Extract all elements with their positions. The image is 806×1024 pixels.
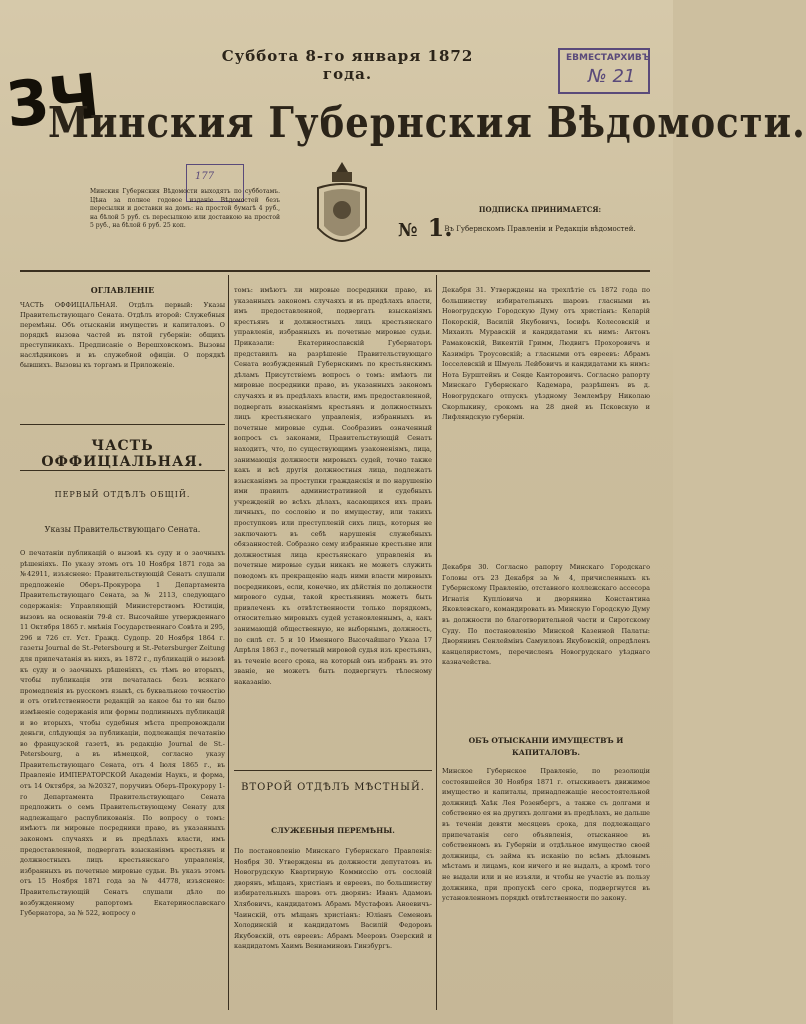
second-division-heading: ВТОРОЙ ОТДѢЛЪ МѢСТНЫЙ.	[241, 782, 425, 793]
column-divider-1	[228, 275, 229, 1010]
service-changes-heading: СЛУЖЕБНЫЯ ПЕРЕМѢНЫ.	[271, 826, 395, 835]
toc-text: ЧАСТЬ ОФФИЦІАЛЬНАЯ. Отдѣлъ первый: Указы Правительствующаго Сената. Отдѣлъ второй: Служебныя перемѣны. Объ отысканіи имуществъ и капиталовъ. О порядкѣ вызова частей въ пятой губерніи: общихъ преступникахъ. Предписаніе о Верешховскомъ. Вызовы наслѣдниковъ и въ служебной офиціи. О порядкѣ бывшихъ. Вызовы къ торгамъ и Приложеніе.	[20, 301, 225, 369]
first-division-heading: ПЕРВЫЙ ОТДѢЛЪ ОБЩІЙ.	[54, 490, 191, 499]
column-2-text: томъ: имѣютъ ли мировые посредники право, въ указанныхъ закономъ случаяхъ и въ предѣлахъ власти, имъ предоставленной, подвергать взысканіямъ крестьянъ и должностныхъ лицъ крестьянскаго управленія, избранныхъ въ почетные мировые судьи. Приказали: Екатеринославскій Губернаторъ представилъ на разрѣшеніе Правительствующаго Сената возбужденный Губернскимъ по крестьянскимъ дѣламъ Присутствіемъ вопросъ о томъ: имѣютъ ли мировые посредники право, въ указанныхъ закономъ случаяхъ и въ предѣлахъ власти, имъ предоставленной, подвергать взысканіямъ крестьянъ и должностныхъ лицъ крестьянскаго управленія, избранныхъ въ почетные мировые судьи. Сообразивъ означенный вопросъ съ законами, Правительствующій Сенатъ находитъ, что, по существующимъ узаконеніямъ, лица, занимающія должности мировыхъ судей, точно также какъ и всѣ другія должностныя лица, подлежатъ взысканіямъ за проступки гражданскія и по нарушенію ими правилъ административной и судебныхъ учрежденій во всѣхъ дѣлахъ, касающихся ихъ правъ личныхъ, по сословію и по имуществу, или такихъ проступковъ или преступленій сихъ лицъ, которыя не заключаютъ въ себѣ нарушенія служебныхъ обязанностей. Собразно сему избранные крестьяне или должностныя лица крестьянскаго управленія въ почетные мировые судьи никакъ не можетъ служить поводомъ къ прекращенію надъ ними власти мировыхъ посредниковъ, если, конечно, их дѣйствія по должности мирового судьи, такой крестьянинъ можетъ быть привлеченъ къ отвѣтственности только порядкомъ, относительно мировыхъ судей установленнымъ, а, какъ занимающій общественную, не выборнымъ, должность, по силѣ ст. 5 и 10 Именного Высочайшаго Указа 17 Апрѣля 1863 г., почетный мировой судья изъ крестьянъ, въ теченіе всего срока, на который онъ избранъ въ это званіе, не можетъ быть подвергнутъ тѣлесному наказанію.	[234, 286, 432, 686]
subscription-title: ПОДПИСКА ПРИНИМАЕТСЯ:	[478, 205, 602, 214]
ukazy-heading: Указы Правительствующаго Сената.	[44, 525, 201, 534]
part-divider	[20, 470, 225, 471]
column-2b-text: По постановленію Минскаго Губернскаго Правленія: Ноября 30. Утверждены въ должности депутатовъ въ Новогрудскую Квартирную Коммиссію отъ сословій дворянъ, мѣщанъ, христіанъ и евреевъ, по большинству избирательныхъ шаровъ отъ дворянъ: Иванъ Адамовъ Хлябовичъ, кандидатомъ Абрамъ Мустафовъ Аноевичъ-Чаинскій, отъ мѣщанъ христіанъ: Юліанъ Семеновъ Холодинскій и кандидатомъ Василій Федоровъ Якубовскій, отъ евреевъ: Абрамъ Мееровъ Озерский и кандидатомъ Хаимъ Вениаминовъ Гинзбургъ.	[234, 847, 432, 951]
second-division-top-rule	[234, 770, 432, 771]
archive-stamp	[558, 48, 650, 94]
column-1-text: О печатаніи публикацій о вызовѣ къ суду и о заочныхъ рѣшеніяхъ. По указу этомъ отъ 10 Ноября 1871 года за №42911, изъяснено: Правительствующій Сенатъ слушали предложеніе Оберъ-Прокурора 1 Департамента Правительствующаго Сената, за № 2113, следующаго содержанія: Управляющій Министерствомъ Юстиціи, вызовъ на основаніи 79-й ст. Высочайше утвержденнаго 11 Октября 1865 г. мнѣнія Государственнаго Совѣта и 295, 296 и 726 ст. Уст. Гражд. Судопр. 20 Ноября 1864 г. газеты Journal de St.-Petersbourg и St.-Petersburger Zeitung для припечатанія въ нихъ, въ 1872 г., публикацій о вызовѣ къ суду и о заочныхъ рѣшеніяхъ, съ тѣмъ во вторыхъ, чтобы публикація эти печаталась безъ всякаго промедленія въ русскомъ языкѣ, съ буквальною точностію и отъ отвѣтственности редакцій за какое бы то ни было измѣненіе содержанія или формы подлинныхъ публикацій и во вторыхъ, чтобы судебныя мѣста препровождали деньги, слѣдующія за публикаціи, подлежащія печатанію во французской газетѣ, въ редакцію Journal de St.-Petersbourg, а въ нѣмецкой, согласно указу Правительствующаго Сената, отъ 4 Іюля 1865 г., въ Правленіе ИМПЕРАТОРСКОЙ Академіи Наукъ, и форма, отъ 14 Октября, за №20327, поручивъ Оберъ-Прокурору 1-го Департамента Правительствующаго Сената предложить о семъ Правительствующему Сенату для надлежащаго распубликованія. По вопросу о томъ: имѣютъ ли мировые посредники право, въ указанныхъ закономъ случаяхъ и въ предѣлахъ власти, имъ предоставленной, подвергать взысканіямъ крестьянъ и должностныхъ лицъ крестьянскаго управленія, избранныхъ въ почетные мировые судьи. Въ указъ этомъ отъ 15 Ноября 1871 года за № 44778, изъяснено: Правительствующій Сенатъ слушали дѣло по возбужденному рапортомъ Екатеринославскаго Губернатора, за № 522, вопросу о	[20, 549, 225, 918]
issue-number-label: №	[398, 220, 418, 241]
publication-note: Минския Губернския Вѣдомости выходятъ по субботамъ. Цѣна за полное годовое изданіе Вѣдомостей безъ пересылки и доставки на домъ: на простой бумагѣ 4 руб., на бѣлой 5 руб. съ пересылкою или доставкою на простой 5 руб., на бѣлой 6 руб. 25 коп.	[90, 188, 280, 229]
archive-stamp-number: № 21	[588, 66, 636, 87]
newspaper-title: Минския Губернския Вѣдомости.	[48, 96, 806, 148]
coat-of-arms-icon	[312, 158, 372, 258]
column-3c-text: Минское Губернское Правленіе, по резолюціи состоявшейся 30 Ноября 1871 г. отыскиваетъ движимое имущество и капиталы, принадлежащіе несостоятельной должницѣ Хаѣк Лея Розенбергъ, а также съ долгами и собственно ея на другихъ долгами въ предѣлахъ, не дальше въ теченіи девяти месяцевъ срока, для подлежащаго припечатанія сего объявленія, отысканное въ собственномъ въ Губерніи и отдѣльное имущество своей должницы, съ займа къ исканію по всѣмъ дѣловымъ мѣстамъ и лицамъ, кои ничего и не выдалъ, а кромѣ того не выдали или и не изъяли, и чтобы не участіе въ пользу должника, при пропускѣ сего срока, подвергнутся въ установленномъ порядкѣ отвѣтственности по закону.	[442, 767, 650, 903]
column-3b-text: Декабря 30. Согласно рапорту Минскаго Городскаго Головы отъ 23 Декабря за № 4, причисленныхъ къ Губернскому Правленію, отставного коллежскаго ассесора Игнатія Купліовича и дворянина Константина Яковлевскаго, командировать въ Минскую Городскую Думу въ должности по благотворительной части и Сиротскому Суду. По постановленію Минской Казенной Палаты: Дворянинъ Сенлеймінъ Самуиловъ Якубовскій, опредѣленъ канцеляристомъ, перечисленъ Новогрудскаго уѣзднаго казначейства.	[442, 563, 650, 667]
toc-divider	[20, 424, 225, 425]
toc-heading: ОГЛАВЛЕНІЕ	[90, 285, 155, 295]
library-stamp-number: 177	[195, 171, 215, 182]
property-heading: ОБЪ ОТЫСКАНІИ ИМУЩЕСТВЪ И КАПИТАЛОВЪ.	[468, 736, 624, 757]
column-divider-2	[436, 275, 437, 1010]
handwritten-mark: 3Ч	[2, 59, 103, 142]
part-official-heading: ЧАСТЬ ОФФИЦІАЛЬНАЯ.	[41, 438, 204, 470]
header-divider	[20, 270, 650, 272]
date-line: Суббота 8-го января 1872 года.	[221, 47, 474, 83]
subscription-text: Въ Губернскомъ Правленіи и Редакціи вѣдомостей.	[444, 225, 636, 233]
archive-stamp-label: ЕВМЕСТАРХИВЪ	[566, 53, 651, 63]
column-3-text: Декабря 31. Утверждены на трехлѣтіе съ 1872 года по большинству избирательныхъ шаровъ гласными въ Новогрудскую Городскую Думу отъ христіанъ: Келарій Покорскій, Василій Якубовичъ, Іосифъ Колесовскій и Михаилъ Муравскій и кандидатами къ нимъ: Антонъ Рамаковскій, Викентій Гримм, Людвигъ Прохоровичъ и Казиміръ Троусовскій; а гласными отъ евреевъ: Абрамъ Іосселевскій и Шмуель Лейбовичъ и кандидатами къ нимъ: Нота Бурштейнъ и Сенде Канторовичъ. Согласно рапорту Минскаго Губернскаго Кадемара, разрѣшенъ въ д. Новогрудскаго отпускъ уѣздному Землемѣру Николаю Скорлыкину, срокомъ на 28 дней въ Псковскую и Лифляндскую губерніи.	[442, 286, 650, 422]
issue-number-value: 1.	[427, 213, 453, 242]
